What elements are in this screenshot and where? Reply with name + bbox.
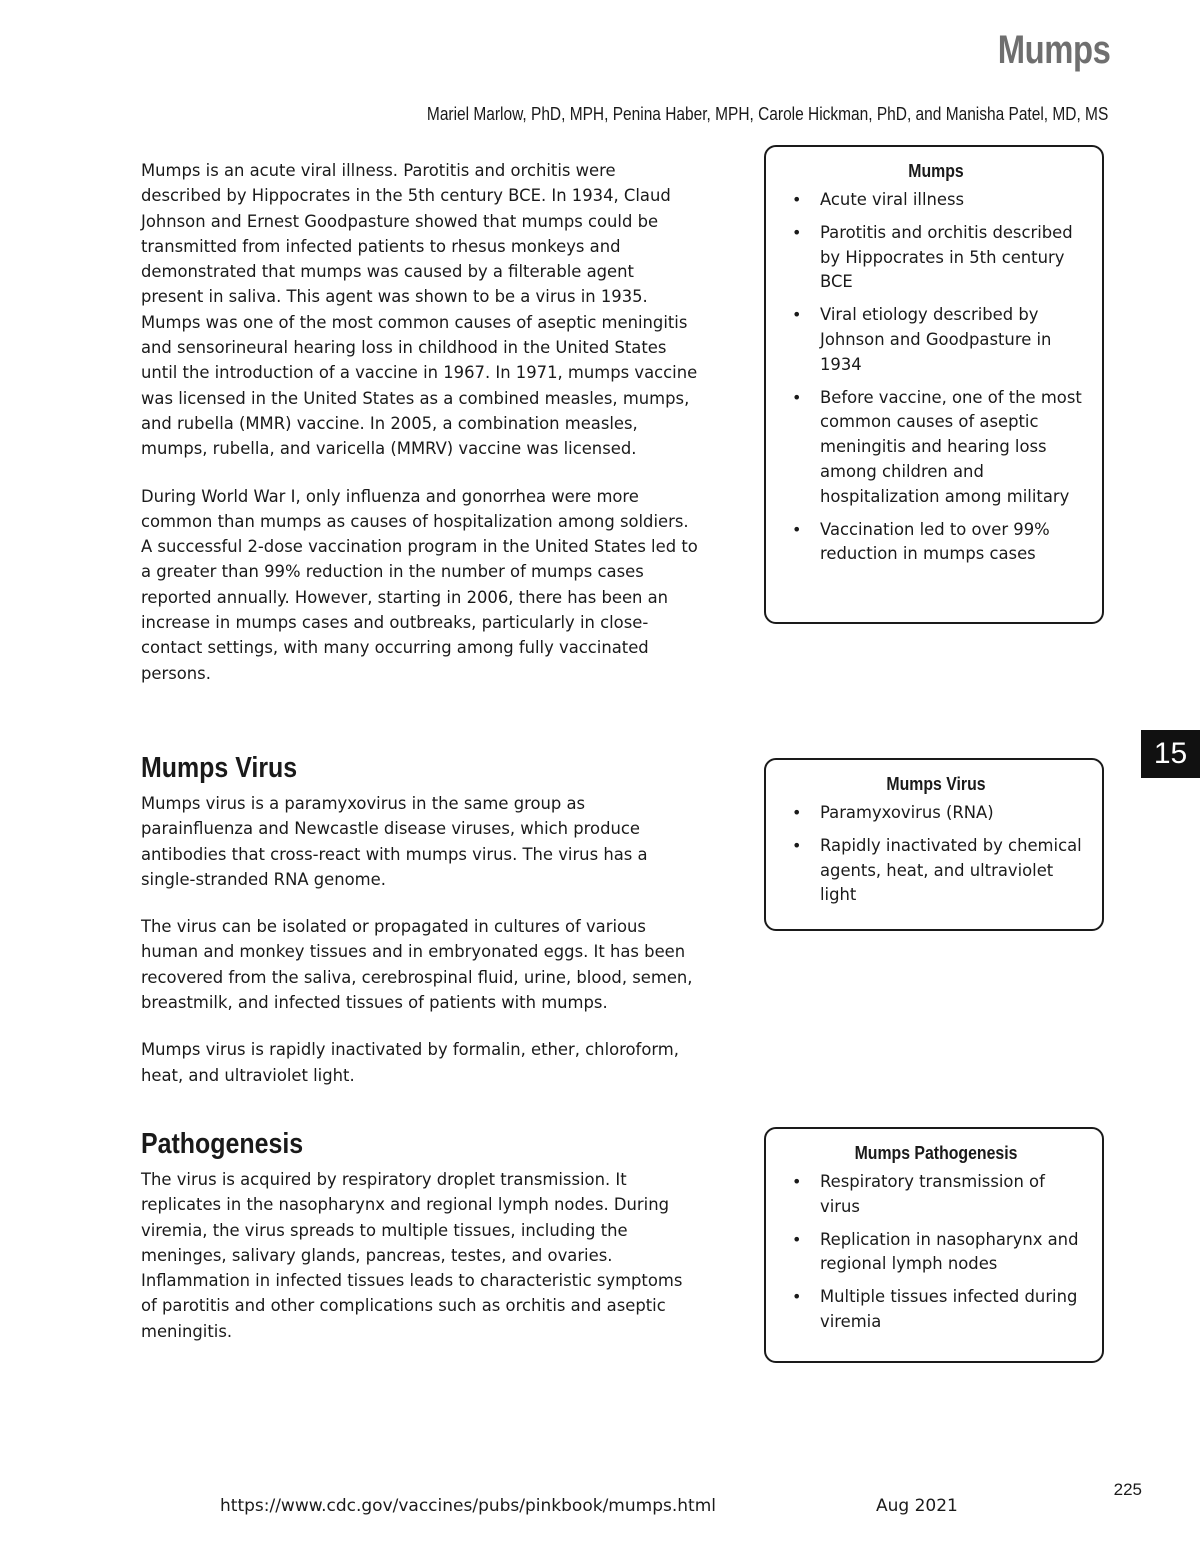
intro-paragraph: Mumps is an acute viral illness. Parotitis and orchitis were described by Hippocrates in the 5th century BCE. In 1934, Claud Johnson and Ernest Goodpasture showed that mumps could be transmitted from infected patients to rhesus monkeys and demonstrated that mumps was caused by a filterable agent present in saliva. This agent was shown to be a virus in 1935. Mumps was one of the most common causes of aseptic meningitis and sensorineural hearing loss in childhood in the United States until the introduction of a vaccine in 1967. In 1971, mumps vaccine was licensed in the United States as a combined measles, mumps, and rubella (MMR) vaccine. In 2005, a combination measles, mumps, rubella, and varicella (MMRV) vaccine was licensed. (141, 161, 698, 459)
virus-paragraph: Mumps virus is a paramyxovirus in the same group as parainfluenza and Newcastle disease viruses, which produce antibodies that cross-react with mumps virus. The virus has a single-stranded RNA genome. (141, 794, 648, 889)
section-heading-mumps-virus: Mumps Virus (141, 752, 298, 784)
sidebox-item: • Viral etiology described by Johnson and Goodpasture in 1934 (790, 303, 1082, 377)
sidebox-item: • Before vaccine, one of the most common causes of aseptic meningitis and hearing loss among children and hospitalization among military (790, 386, 1082, 510)
chapter-title: Mumps (997, 28, 1110, 72)
section-heading-pathogenesis: Pathogenesis (141, 1128, 304, 1160)
sidebox-title: Mumps (908, 161, 964, 181)
sidebox-item: • Multiple tissues infected during viremia (790, 1285, 1082, 1335)
virus-paragraph: Mumps virus is rapidly inactivated by formalin, ether, chloroform, heat, and ultraviolet light. (141, 1040, 679, 1085)
authors-line: Mariel Marlow, PhD, MPH, Penina Haber, MPH, Carole Hickman, PhD, and Manisha Patel, MD, MS (426, 104, 1108, 124)
intro-paragraph: During World War I, only influenza and gonorrhea were more common than mumps as causes of hospitalization among soldiers. A successful 2-dose vaccination program in the United States led to a greater than 99% reduction in the number of mumps cases reported annually. However, starting in 2006, there has been an increase in mumps cases and outbreaks, particularly in close-contact settings, with many occurring among fully vaccinated persons. (141, 486, 698, 683)
virus-paragraph: The virus can be isolated or propagated in cultures of various human and monkey tissues and in embryonated eggs. It has been recovered from the saliva, cerebrospinal fluid, urine, blood, semen, breastmilk, and infected tissues of patients with mumps. (141, 917, 693, 1013)
pathogenesis-section-text (141, 1167, 701, 1366)
sidebox-list (790, 801, 1082, 908)
sidebox-list (790, 188, 1082, 567)
sidebox-item: • Parotitis and orchitis described by Hippocrates in 5th century BCE (790, 221, 1082, 295)
sidebox-mumps-pathogenesis (764, 1127, 1104, 1363)
sidebox-item: • Rapidly inactivated by chemical agents, heat, and ultraviolet light (790, 834, 1082, 908)
sidebox-list (790, 1170, 1082, 1335)
sidebox-item: • Paramyxovirus (RNA) (790, 801, 1082, 826)
footer-url: https://www.cdc.gov/vaccines/pubs/pinkbook/mumps.html (220, 1496, 716, 1516)
sidebox-title: Mumps Virus (886, 774, 986, 794)
sidebox-mumps-virus (764, 758, 1104, 931)
sidebox-mumps (764, 145, 1104, 624)
sidebox-title: Mumps Pathogenesis (854, 1143, 1018, 1163)
chapter-tab-marker: 15 (1141, 730, 1200, 778)
virus-section-text (141, 791, 701, 1110)
page-number: 225 (1113, 1480, 1142, 1499)
footer-date: Aug 2021 (876, 1496, 958, 1516)
sidebox-item: • Replication in nasopharynx and regional lymph nodes (790, 1228, 1082, 1278)
intro-text (141, 158, 701, 708)
sidebox-item: • Vaccination led to over 99% reduction in mumps cases (790, 518, 1082, 568)
sidebox-item: • Acute viral illness (790, 188, 1082, 213)
sidebox-item: • Respiratory transmission of virus (790, 1170, 1082, 1220)
pathogenesis-paragraph: The virus is acquired by respiratory droplet transmission. It replicates in the nasopharynx and regional lymph nodes. During viremia, the virus spreads to multiple tissues, including the meninges, salivary glands, pancreas, testes, and ovaries. Inflammation in infected tissues leads to characteristic symptoms of parotitis and other complications such as orchitis and aseptic meningitis. (141, 1170, 683, 1341)
